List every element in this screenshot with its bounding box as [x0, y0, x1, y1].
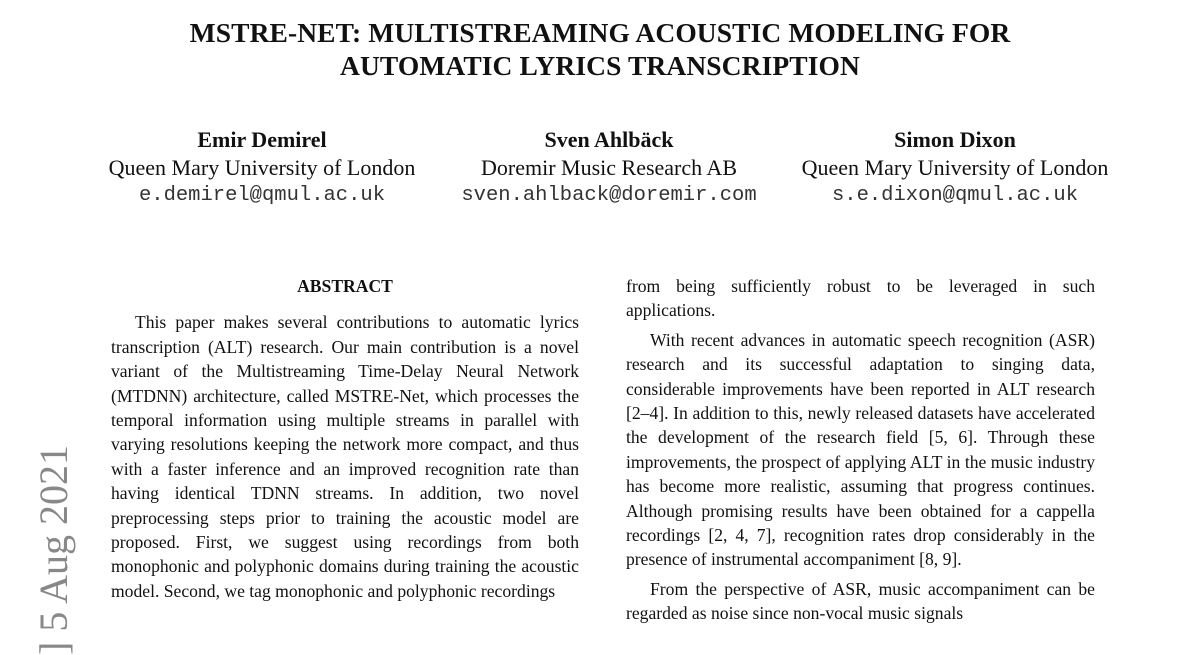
author-name: Simon Dixon	[894, 127, 1016, 152]
author-email: sven.ahlback@doremir.com	[461, 184, 757, 207]
author-affiliation: Queen Mary University of London	[801, 155, 1109, 180]
author-email: e.demirel@qmul.ac.uk	[138, 184, 386, 207]
author-name: Sven Ahlbäck	[544, 127, 674, 152]
title-line-1: MSTRE-NET: MULTISTREAMING ACOUSTIC MODELING FOR	[189, 17, 1011, 48]
intro-paragraph-2: With recent advances in automatic speech recognition (ASR) research and its successful adaptation to singing data, considerable improvements have been reported in ALT research [2–4]. In addition to this, newly released datasets have accelerated the development of the research field [5, 6]. Through these improvements, the prospect of applying ALT in the music industry has become more realistic, assuming that progress continues. Although promising results have been obtained for a cappella recordings [2, 4, 7], recognition rates drop considerably in the presence of instrumental accompaniment [8, 9].	[626, 329, 1095, 570]
author-email: s.e.dixon@qmul.ac.uk	[831, 184, 1079, 207]
author-affiliation: Queen Mary University of London	[108, 155, 416, 180]
title-line-2: AUTOMATIC LYRICS TRANSCRIPTION	[339, 50, 860, 81]
abstract-heading: ABSTRACT	[297, 276, 393, 296]
author-affiliation: Doremir Music Research AB	[481, 155, 737, 180]
abstract-text: This paper makes several contributions to automatic lyrics transcription (ALT) research. Our main contribution is a novel variant of the Multistreaming Time-Delay Neural Network (MTDNN) architecture, called MSTRE-Net, which processes the temporal information using multiple streams in parallel with varying resolutions keeping the network more compact, and thus with a faster inference and an improved recognition rate than having identical TDNN streams. In addition, two novel preprocessing steps prior to training the acoustic model are proposed. First, we suggest using recordings from both monophonic and polyphonic domains during training the acoustic model. Second, we tag monophonic and polyphonic recordings	[111, 312, 579, 601]
arxiv-stamp: ] 5 Aug 2021	[31, 445, 76, 655]
intro-paragraph-3: From the perspective of ASR, music accompaniment can be regarded as noise since non-vocal music signals	[626, 578, 1095, 624]
intro-paragraph-1: from being sufficiently robust to be leveraged in such applications.	[626, 276, 1095, 321]
author-block-2	[432, 126, 786, 210]
author-block-3	[782, 126, 1128, 210]
paper-title	[0, 16, 1200, 82]
author-block-1	[92, 126, 432, 210]
abstract-column	[111, 274, 579, 603]
right-column	[626, 274, 1095, 626]
author-name: Emir Demirel	[197, 127, 327, 152]
